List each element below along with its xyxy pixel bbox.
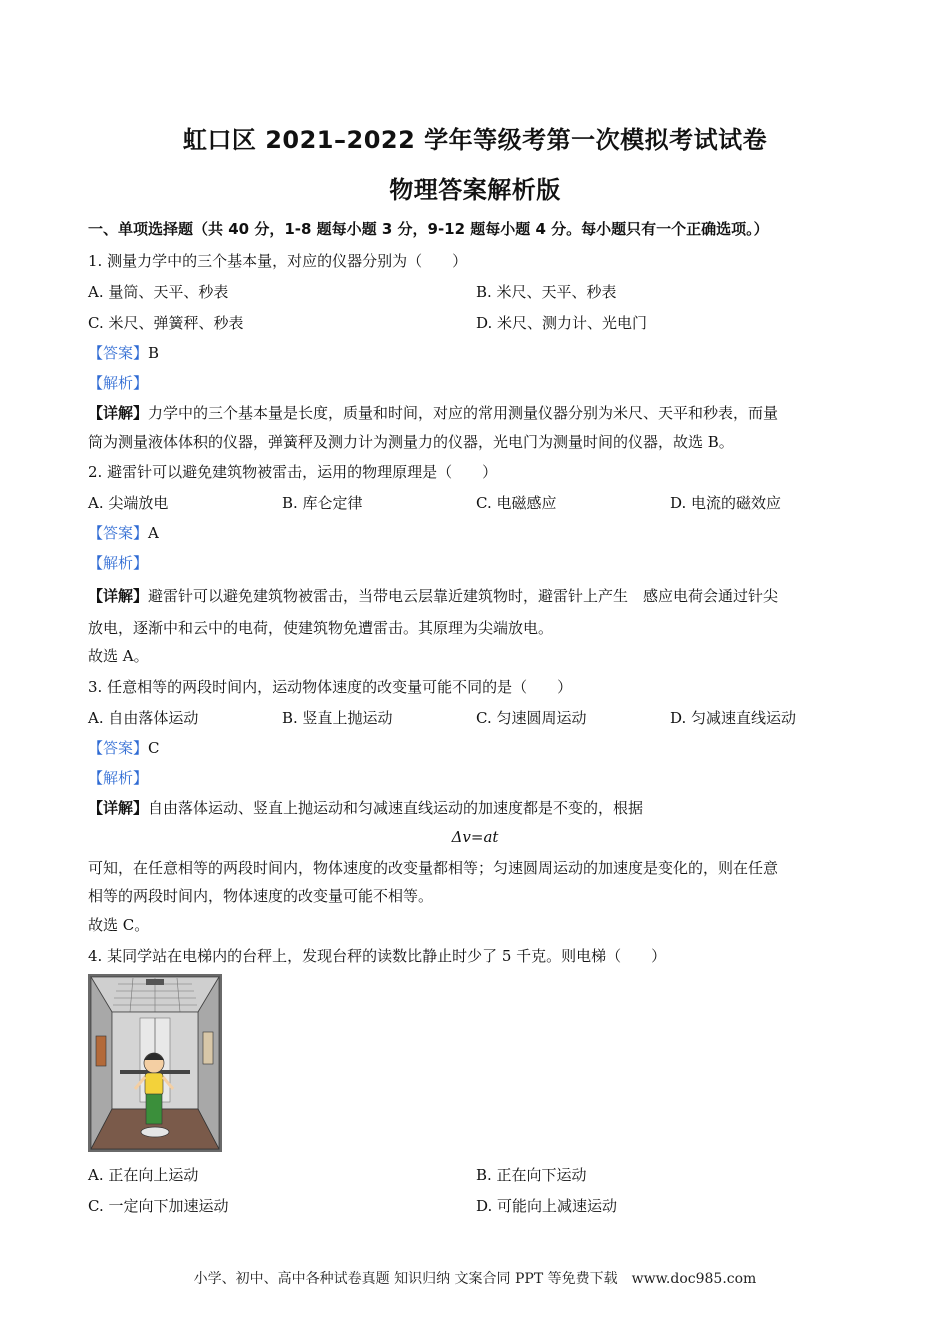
section-heading: 一、单项选择题（共 40 分，1-8 题每小题 3 分，9-12 题每小题 4 分。每小题只有一个正确选项。） [88, 220, 769, 238]
answer-tag: 【答案】 [88, 524, 149, 542]
answer-tag: 【答案】 [88, 344, 149, 362]
detail-text: 力学中的三个基本量是长度，质量和时间，对应的常用测量仪器分别为米尺、天平和秒表，而量 [148, 404, 779, 422]
q2-answer [88, 523, 159, 543]
q1-option-b: B. 米尺、天平、秒表 [476, 283, 617, 301]
q3-detail-1 [88, 798, 643, 818]
q1-option-a: A. 量筒、天平、秒表 [88, 283, 229, 301]
exam-subtitle: 物理答案解析版 [389, 176, 561, 204]
q4-option-d: D. 可能向上减速运动 [476, 1197, 618, 1215]
q1-detail-2: 筒为测量液体体积的仪器，弹簧秤及测力计为测量力的仪器，光电门为测量时间的仪器，故选 B。 [88, 433, 734, 451]
answer-tag: 【答案】 [88, 739, 149, 757]
q4-option-b: B. 正在向下运动 [476, 1166, 587, 1184]
q3-detail-2: 可知，在任意相等的两段时间内，物体速度的改变量都相等；匀速圆周运动的加速度是变化的，则在任意 [88, 859, 779, 877]
q4-option-a: A. 正在向上运动 [88, 1166, 199, 1184]
elevator-illustration [88, 974, 222, 1152]
q4-stem: 4. 某同学站在电梯内的台秤上，发现台秤的读数比静止时少了 5 千克。则电梯（ ） [88, 947, 667, 965]
q1-analysis-tag: 【解析】 [88, 374, 149, 392]
q2-option-a: A. 尖端放电 [88, 494, 169, 512]
detail-tag: 【详解】 [88, 587, 149, 605]
q4-option-c: C. 一定向下加速运动 [88, 1197, 229, 1215]
q3-option-c: C. 匀速圆周运动 [476, 709, 587, 727]
detail-text: 避雷针可以避免建筑物被雷击，当带电云层靠近建筑物时，避雷针上产生 感应电荷会通过针尖 [148, 587, 779, 605]
exam-title: 虹口区 2021–2022 学年等级考第一次模拟考试试卷 [182, 126, 768, 154]
answer-value: A [148, 524, 159, 542]
q3-formula: Δv=at [451, 828, 499, 846]
q3-stem: 3. 任意相等的两段时间内，运动物体速度的改变量可能不同的是（ ） [88, 678, 573, 696]
q1-option-c: C. 米尺、弹簧秤、秒表 [88, 314, 244, 332]
q3-answer [88, 738, 160, 758]
q2-conclusion: 故选 A。 [88, 647, 149, 665]
q1-detail-1 [88, 403, 778, 423]
q2-detail-2: 放电，逐渐中和云中的电荷，使建筑物免遭雷击。其原理为尖端放电。 [88, 619, 554, 637]
q3-detail-3: 相等的两段时间内，物体速度的改变量可能不相等。 [88, 887, 434, 905]
q2-option-c: C. 电磁感应 [476, 494, 557, 512]
q3-option-b: B. 竖直上抛运动 [282, 709, 393, 727]
q2-option-b: B. 库仑定律 [282, 494, 363, 512]
q1-stem: 1. 测量力学中的三个基本量，对应的仪器分别为（ ） [88, 252, 468, 270]
q3-option-a: A. 自由落体运动 [88, 709, 199, 727]
q3-conclusion: 故选 C。 [88, 916, 150, 934]
q3-option-d: D. 匀减速直线运动 [670, 709, 797, 727]
page-footer: 小学、初中、高中各种试卷真题 知识归纳 文案合同 PPT 等免费下载 www.doc985.com [193, 1271, 757, 1287]
q2-detail-1 [88, 586, 778, 606]
detail-text: 自由落体运动、竖直上抛运动和匀减速直线运动的加速度都是不变的，根据 [148, 799, 644, 817]
q2-analysis-tag: 【解析】 [88, 554, 149, 572]
detail-tag: 【详解】 [88, 799, 149, 817]
q2-stem: 2. 避雷针可以避免建筑物被雷击，运用的物理原理是（ ） [88, 463, 498, 481]
answer-value: C [148, 739, 160, 757]
q2-option-d: D. 电流的磁效应 [670, 494, 782, 512]
q1-answer [88, 343, 159, 363]
q3-analysis-tag: 【解析】 [88, 769, 149, 787]
q1-option-d: D. 米尺、测力计、光电门 [476, 314, 648, 332]
answer-value: B [148, 344, 160, 362]
detail-tag: 【详解】 [88, 404, 149, 422]
